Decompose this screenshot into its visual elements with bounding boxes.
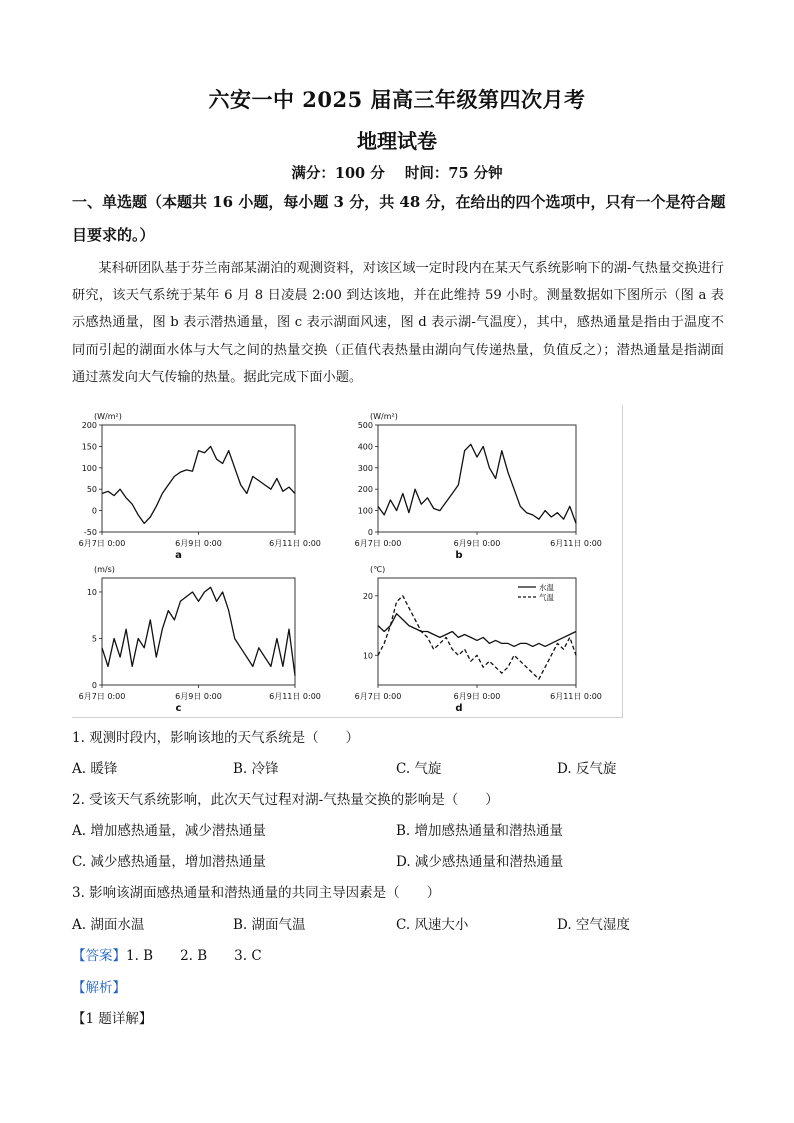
plot-frame-c (102, 578, 295, 685)
y-tick-label-c: 10 (86, 587, 97, 597)
q3-option-a: A. 湖面水温 (72, 917, 145, 933)
y-tick-label-b: 400 (357, 442, 373, 452)
x-tick-label-c: 6月7日 0:00 (78, 692, 126, 701)
q3-option-b: B. 湖面气温 (233, 917, 306, 933)
x-tick-label-b: 6月11日 0:00 (550, 539, 602, 548)
panel-label-b: b (455, 550, 463, 561)
q1-option-c: C. 气旋 (396, 761, 442, 777)
x-tick-label-c: 6月11日 0:00 (269, 692, 321, 701)
detail-label: 【1 题详解】 (72, 1011, 153, 1027)
y-axis-label-b: (W/m²) (370, 412, 398, 421)
y-tick-label-b: 100 (357, 506, 373, 516)
section-heading: 一、单选题（本题共 16 小题，每小题 3 分，共 48 分，在给出的四个选项中，只有一个是符合题目要求的。） (72, 193, 726, 244)
plot-frame-b (378, 425, 576, 532)
q1-option-b: B. 冷锋 (233, 761, 279, 777)
series-line-c-0 (102, 587, 295, 675)
y-tick-label-b: 300 (357, 463, 373, 473)
series-line-a-0 (102, 446, 295, 523)
subject-title: 地理试卷 (357, 129, 437, 153)
y-tick-label-a: 200 (81, 421, 97, 430)
x-tick-label-b: 6月9日 0:00 (453, 539, 501, 548)
x-tick-label-d: 6月7日 0:00 (354, 692, 402, 701)
legend-label-1: 气温 (539, 593, 554, 602)
y-tick-label-c: 5 (91, 634, 97, 644)
y-axis-label-a: (W/m²) (94, 412, 122, 421)
y-tick-label-a: 0 (91, 506, 97, 516)
series-line-b-0 (378, 444, 576, 523)
answer-line (72, 944, 262, 964)
x-tick-label-d: 6月9日 0:00 (453, 692, 501, 701)
exam-title: 六安一中 2025 届高三年级第四次月考 (208, 87, 586, 112)
y-tick-label-a: 50 (86, 485, 97, 495)
x-tick-label-c: 6月9日 0:00 (175, 692, 222, 701)
y-tick-label-b: 200 (357, 485, 373, 495)
y-axis-label-c: (m/s) (94, 565, 115, 574)
legend-label-0: 水温 (539, 583, 554, 592)
answer-label: 【答案】 (72, 948, 126, 964)
series-line-d-1 (378, 596, 576, 679)
x-tick-label-a: 6月11日 0:00 (269, 539, 321, 548)
x-tick-label-a: 6月7日 0:00 (78, 539, 126, 548)
analysis-label: 【解析】 (72, 980, 126, 996)
x-tick-label-a: 6月9日 0:00 (175, 539, 222, 548)
q2-option-d: D. 减少感热通量和潜热通量 (396, 854, 564, 870)
y-tick-label-a: 100 (81, 463, 97, 473)
series-line-d-0 (378, 614, 576, 647)
q3-option-c: C. 风速大小 (396, 917, 469, 933)
q1-option-d: D. 反气旋 (557, 761, 617, 777)
figure (72, 405, 623, 718)
y-tick-label-d: 20 (362, 591, 373, 601)
q2-option-a: A. 增加感热通量，减少潜热通量 (72, 823, 266, 839)
panel-label-a: a (175, 550, 182, 561)
passage: 某科研团队基于芬兰南部某湖泊的观测资料，对该区域一定时段内在某天气系统影响下的湖-气热量交换进行研究，该天气系统于某年 6 月 8 日凌晨 2:00 到达该地，并在此维持 59 小时。测量数据如下图所示（图 a 表示感热通量，图 b 表示潜热通量，图 c 表示湖面风速，图 d 表示湖-气温度），其中，感热通量是指由于温度不同而引起的湖面水体与大气之间的热量交换（正值代表热量由湖向气传递热量，负值反之）；潜热通量是指湖面通过蒸发向大气传输的热量。据此完成下面小题。 (72, 261, 724, 385)
y-tick-label-b: 0 (367, 528, 373, 537)
figure-charts (72, 405, 622, 717)
x-tick-label-b: 6月7日 0:00 (354, 539, 402, 548)
q1-option-a: A. 暖锋 (72, 761, 118, 777)
panel-label-c: c (175, 703, 182, 714)
y-axis-label-d: (℃) (370, 565, 386, 574)
y-tick-label-b: 500 (357, 421, 373, 430)
y-tick-label-a: -50 (83, 528, 97, 537)
y-tick-label-c: 0 (91, 681, 97, 690)
answer-text: 1. B 2. B 3. C (126, 948, 262, 964)
question-2-stem: 2. 受该天气系统影响，此次天气过程对湖-气热量交换的影响是（ ） (72, 792, 499, 808)
exam-meta: 满分：100 分 时间：75 分钟 (291, 165, 503, 182)
q2-option-b: B. 增加感热通量和潜热通量 (396, 823, 564, 839)
q2-option-c: C. 减少感热通量，增加潜热通量 (72, 854, 266, 870)
question-1-stem: 1. 观测时段内，影响该地的天气系统是（ ） (72, 730, 360, 746)
panel-label-d: d (455, 703, 463, 714)
y-tick-label-a: 150 (81, 442, 97, 452)
y-tick-label-d: 10 (362, 651, 373, 661)
x-tick-label-d: 6月11日 0:00 (550, 692, 602, 701)
plot-frame-a (102, 425, 295, 532)
question-3-stem: 3. 影响该湖面感热通量和潜热通量的共同主导因素是（ ） (72, 885, 441, 901)
q3-option-d: D. 空气湿度 (557, 917, 630, 933)
